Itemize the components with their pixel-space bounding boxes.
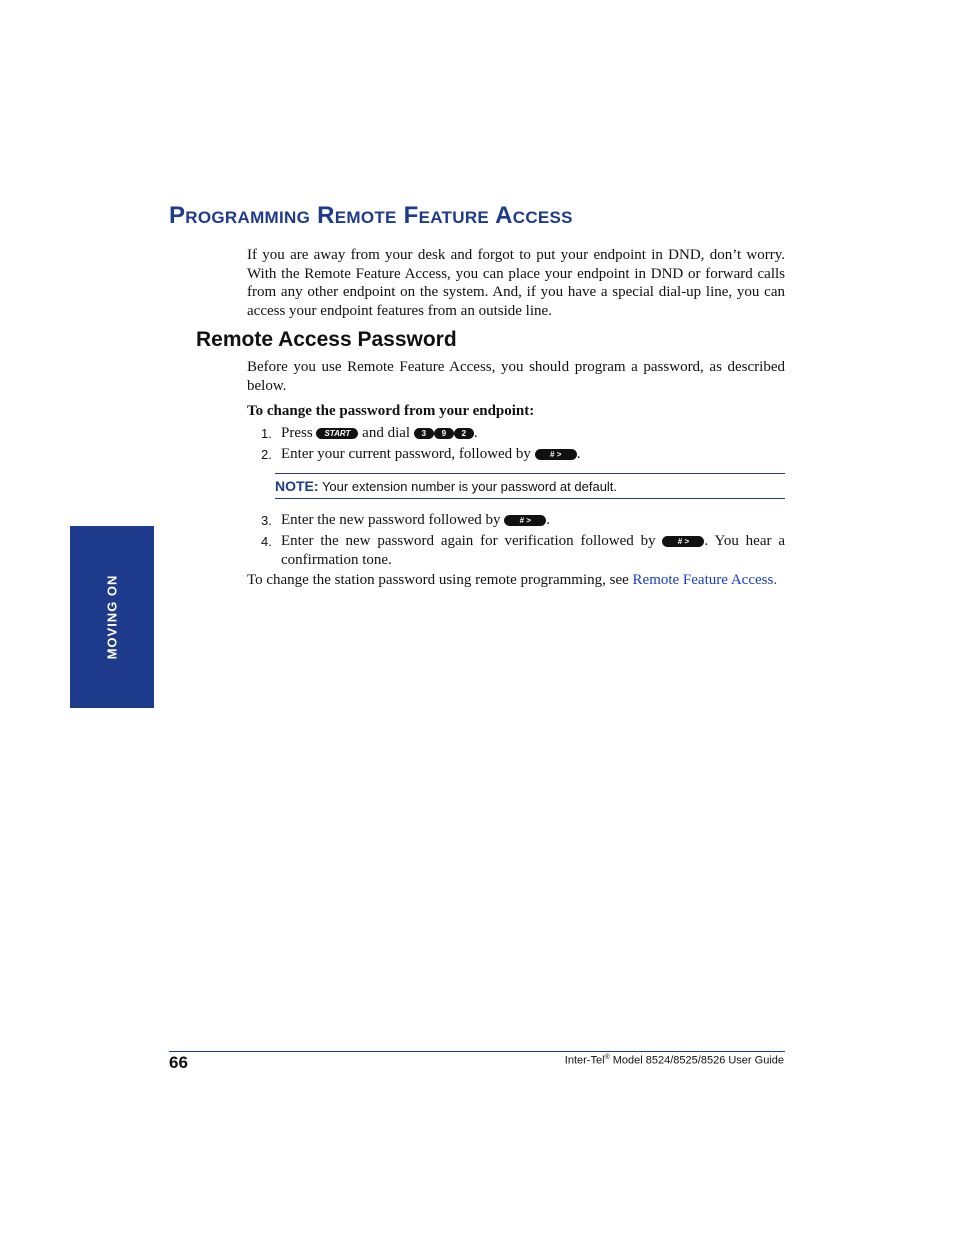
digit-key-icon: 3 xyxy=(414,428,434,439)
step-3 xyxy=(261,511,785,530)
section-intro: If you are away from your desk and forgot to put your endpoint in DND, don’t worry. With the Remote Feature Access, you can place your endpoint in DND or forward calls from any other endpoint on the system. And, if you have a special dial-up line, you can access your endpoint features from an outside line. xyxy=(247,247,785,320)
registered-mark: ® xyxy=(604,1054,610,1061)
step-text: . You hear a confirmation tone. xyxy=(281,533,785,568)
step-number: 1. xyxy=(261,426,272,441)
pound-key-icon: # > xyxy=(535,449,577,460)
step-number: 4. xyxy=(261,534,272,549)
step-text: . xyxy=(546,512,551,528)
digit-key-icon: 2 xyxy=(454,428,474,439)
page-number: 66 xyxy=(169,1053,188,1072)
side-tab-label: MOVING ON xyxy=(104,574,120,660)
pound-key-icon: # > xyxy=(504,515,546,526)
footer-rule xyxy=(169,1051,785,1052)
step-text: Press xyxy=(281,425,313,441)
section-title: Programming Remote Feature Access xyxy=(169,202,573,229)
footer-guide-title xyxy=(565,1054,784,1067)
step-text: Enter the new password again for verification followed by xyxy=(281,533,656,549)
subsection-title: Remote Access Password xyxy=(196,328,457,351)
step-text: Enter the new password followed by xyxy=(281,512,501,528)
note-text: Your extension number is your password at default. xyxy=(321,479,618,494)
step-text: Enter your current password, followed by xyxy=(281,446,531,462)
footer-guide: Model 8524/8525/8526 User Guide xyxy=(612,1054,784,1067)
subsection-intro: Before you use Remote Feature Access, you should program a password, as described below. xyxy=(247,359,785,394)
step-4 xyxy=(261,532,785,570)
note-label: NOTE: xyxy=(275,478,319,494)
step-text: . xyxy=(473,425,478,441)
closing-text: To change the station password using remote programming, see xyxy=(247,572,629,588)
closing-end: . xyxy=(773,572,778,588)
step-2 xyxy=(261,445,785,464)
start-key-icon: START xyxy=(316,428,358,439)
step-1 xyxy=(261,424,785,443)
step-number: 3. xyxy=(261,513,272,528)
step-text: . xyxy=(576,446,581,462)
pound-key-icon: # > xyxy=(662,536,704,547)
side-tab xyxy=(70,526,154,708)
footer-brand: Inter-Tel xyxy=(564,1054,605,1067)
closing-paragraph xyxy=(247,571,785,590)
step-text: and dial xyxy=(362,425,411,441)
step-number: 2. xyxy=(261,447,272,462)
note-box xyxy=(275,473,785,499)
remote-feature-access-link[interactable]: Remote Feature Access xyxy=(632,572,774,588)
procedure-title: To change the password from your endpoint: xyxy=(247,403,535,419)
digit-key-icon: 9 xyxy=(434,428,454,439)
